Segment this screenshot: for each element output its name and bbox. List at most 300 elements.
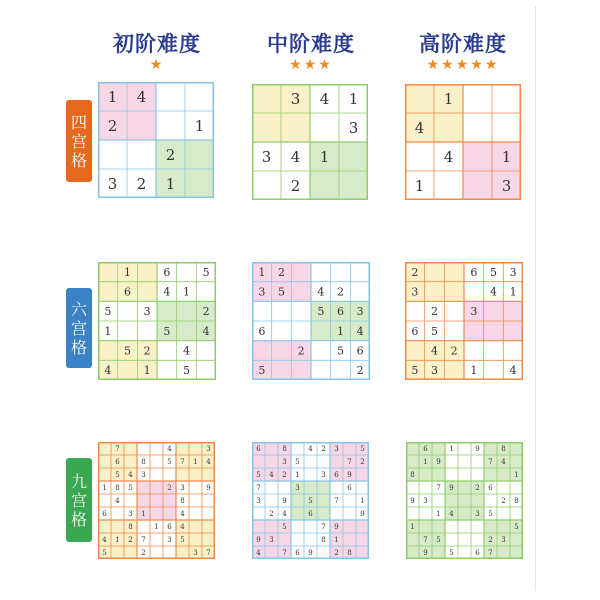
shaded-cell	[406, 455, 419, 468]
shaded-cell	[503, 321, 523, 341]
given-digit: 4	[269, 471, 274, 480]
shaded-cell	[310, 171, 339, 200]
given-digit: 9	[423, 549, 428, 558]
shaded-cell	[150, 494, 163, 507]
given-digit: 5	[183, 364, 190, 378]
shaded-cell	[98, 282, 118, 302]
given-digit: 2	[411, 265, 419, 279]
given-digit: 9	[334, 523, 339, 532]
shaded-cell	[124, 455, 137, 468]
given-digit: 6	[295, 549, 300, 558]
given-digit: 8	[282, 445, 287, 454]
given-digit: 4	[163, 285, 171, 299]
given-digit: 5	[360, 445, 365, 454]
given-digit: 3	[321, 471, 326, 480]
shaded-cell	[189, 442, 202, 455]
given-digit: 6	[423, 445, 428, 454]
shaded-cell	[137, 481, 150, 494]
given-digit: 4	[102, 536, 107, 545]
given-digit: 1	[193, 458, 198, 467]
given-digit: 6	[470, 265, 478, 279]
shaded-cell	[202, 468, 215, 481]
given-digit: 3	[180, 484, 185, 493]
given-digit: 9	[436, 458, 441, 467]
given-digit: 4	[104, 364, 112, 378]
given-digit: 2	[136, 174, 147, 193]
given-digit: 2	[431, 305, 438, 319]
shaded-cell	[484, 468, 497, 481]
shaded-cell	[510, 533, 523, 546]
shaded-cell	[432, 546, 445, 559]
given-digit: 1	[348, 89, 359, 108]
shaded-cell	[252, 113, 281, 142]
shaded-cell	[330, 455, 343, 468]
shaded-cell	[405, 84, 434, 113]
given-digit: 2	[290, 176, 301, 195]
shaded-cell	[98, 341, 118, 361]
given-digit: 3	[501, 176, 512, 195]
given-digit: 3	[411, 285, 419, 299]
shaded-cell	[98, 455, 111, 468]
given-digit: 4	[449, 510, 454, 519]
given-digit: 6	[308, 510, 313, 519]
given-digit: 7	[347, 458, 352, 467]
given-digit: 3	[475, 510, 480, 519]
given-digit: 2	[282, 471, 287, 480]
given-digit: 4	[180, 523, 185, 532]
shaded-cell	[510, 442, 523, 455]
given-digit: 2	[488, 536, 493, 545]
given-digit: 5	[202, 265, 210, 279]
shaded-cell	[177, 321, 197, 341]
shaded-cell	[432, 520, 445, 533]
given-digit: 5	[317, 305, 325, 319]
shaded-cell	[503, 301, 523, 321]
given-digit: 1	[107, 87, 118, 106]
given-digit: 1	[115, 536, 120, 545]
given-digit: 5	[124, 344, 131, 358]
shaded-cell	[434, 113, 463, 142]
given-digit: 1	[104, 324, 112, 338]
given-digit: 5	[436, 536, 441, 545]
shaded-cell	[137, 262, 157, 282]
given-digit: 3	[206, 445, 211, 454]
given-digit: 4	[308, 445, 313, 454]
shaded-cell	[484, 442, 497, 455]
given-digit: 6	[337, 305, 344, 319]
given-digit: 1	[154, 523, 159, 532]
given-digit: 5	[449, 549, 454, 558]
shaded-cell	[304, 481, 317, 494]
shaded-cell	[343, 520, 356, 533]
given-digit: 4	[317, 285, 325, 299]
given-digit: 9	[360, 510, 365, 519]
shaded-cell	[98, 468, 111, 481]
given-digit: 8	[180, 497, 185, 506]
given-digit: 3	[356, 305, 364, 319]
given-digit: 7	[436, 484, 441, 493]
shaded-cell	[343, 442, 356, 455]
shaded-cell	[419, 520, 432, 533]
given-digit: 1	[102, 484, 107, 493]
shaded-cell	[444, 262, 464, 282]
shaded-cell	[272, 360, 292, 380]
puzzle-9x9-advanced	[406, 442, 523, 559]
level-header-beginner	[82, 31, 232, 73]
given-digit: 7	[334, 497, 339, 506]
given-digit: 3	[258, 285, 266, 299]
level-header-intermediate	[236, 31, 386, 73]
given-digit: 3	[334, 445, 339, 454]
shaded-cell	[265, 520, 278, 533]
given-digit: 5	[180, 536, 185, 545]
row-tab-4x4	[66, 100, 92, 182]
given-digit: 6	[124, 285, 131, 299]
puzzle-6x6-advanced	[405, 262, 523, 380]
given-digit: 9	[449, 484, 454, 493]
given-digit: 5	[163, 324, 171, 338]
shaded-cell	[185, 169, 214, 198]
given-digit: 4	[180, 510, 185, 519]
given-digit: 3	[470, 305, 478, 319]
given-digit: 4	[509, 364, 517, 378]
given-digit: 5	[488, 510, 493, 519]
given-digit: 2	[165, 145, 176, 164]
shaded-cell	[463, 171, 492, 200]
given-digit: 5	[514, 523, 519, 532]
given-digit: 7	[282, 549, 287, 558]
given-digit: 7	[423, 536, 428, 545]
shaded-cell	[356, 533, 369, 546]
given-digit: 7	[206, 549, 211, 558]
given-digit: 8	[514, 497, 519, 506]
row-tab-char: 宫	[70, 490, 87, 510]
shaded-cell	[189, 468, 202, 481]
shaded-cell	[432, 442, 445, 455]
given-digit: 8	[128, 523, 133, 532]
shaded-cell	[202, 520, 215, 533]
level-title: 初阶难度	[113, 32, 201, 56]
shaded-cell	[311, 321, 331, 341]
shaded-cell	[445, 494, 458, 507]
given-digit: 3	[290, 89, 301, 108]
given-digit: 9	[206, 484, 211, 493]
level-header-advanced	[388, 31, 538, 73]
row-tab-char: 格	[70, 337, 87, 357]
given-digit: 1	[194, 116, 205, 135]
given-digit: 1	[514, 471, 519, 480]
shaded-cell	[463, 142, 492, 171]
given-digit: 5	[431, 324, 438, 338]
shaded-cell	[510, 546, 523, 559]
given-digit: 9	[475, 445, 480, 454]
given-digit: 8	[501, 445, 506, 454]
shaded-cell	[356, 468, 369, 481]
given-digit: 8	[410, 471, 415, 480]
puzzle-6x6-beginner	[98, 262, 216, 380]
given-digit: 1	[509, 285, 517, 299]
shaded-cell	[484, 520, 497, 533]
given-digit: 3	[348, 118, 359, 137]
given-digit: 6	[258, 324, 266, 338]
shaded-cell	[111, 546, 124, 559]
given-digit: 3	[107, 174, 118, 193]
given-digit: 2	[360, 458, 365, 467]
row-tab-9x9	[66, 458, 92, 542]
given-digit: 4	[414, 118, 425, 137]
shaded-cell	[356, 546, 369, 559]
given-digit: 1	[501, 147, 512, 166]
given-digit: 3	[295, 484, 300, 493]
shaded-cell	[98, 262, 118, 282]
shaded-cell	[444, 360, 464, 380]
shaded-cell	[419, 468, 432, 481]
shaded-cell	[150, 507, 163, 520]
shaded-cell	[432, 468, 445, 481]
given-digit: 2	[143, 344, 151, 358]
shaded-cell	[176, 546, 189, 559]
given-digit: 8	[115, 484, 120, 493]
given-digit: 4	[290, 147, 301, 166]
shaded-cell	[497, 520, 510, 533]
shaded-cell	[177, 301, 197, 321]
given-digit: 3	[269, 536, 274, 545]
given-digit: 5	[308, 497, 313, 506]
shaded-cell	[464, 321, 484, 341]
given-digit: 4	[206, 458, 211, 467]
shaded-cell	[124, 442, 137, 455]
shaded-cell	[163, 507, 176, 520]
given-digit: 3	[423, 497, 428, 506]
shaded-cell	[317, 494, 330, 507]
given-digit: 4	[136, 87, 147, 106]
given-digit: 3	[141, 471, 146, 480]
given-digit: 3	[501, 536, 506, 545]
given-digit: 2	[278, 265, 285, 279]
shaded-cell	[252, 84, 281, 113]
given-digit: 5	[102, 549, 107, 558]
shaded-cell	[98, 520, 111, 533]
shaded-cell	[157, 301, 177, 321]
given-digit: 9	[410, 497, 415, 506]
given-digit: 4	[356, 324, 364, 338]
given-digit: 1	[360, 497, 365, 506]
given-digit: 4	[501, 458, 506, 467]
given-digit: 5	[337, 344, 344, 358]
given-digit: 3	[261, 147, 272, 166]
given-digit: 6	[356, 344, 364, 358]
shaded-cell	[202, 533, 215, 546]
row-tab-char: 九	[70, 471, 87, 491]
given-digit: 7	[488, 549, 493, 558]
given-digit: 6	[167, 523, 172, 532]
given-digit: 5	[282, 523, 287, 532]
puzzle-4x4-advanced	[405, 84, 521, 200]
puzzle-4x4-beginner	[98, 82, 214, 198]
shaded-cell	[458, 507, 471, 520]
sudoku-grid	[252, 442, 369, 559]
given-digit: 2	[334, 549, 339, 558]
given-digit: 6	[488, 484, 493, 493]
given-digit: 1	[410, 523, 415, 532]
given-digit: 1	[258, 265, 266, 279]
shaded-cell	[281, 113, 310, 142]
given-digit: 5	[295, 458, 300, 467]
shaded-cell	[458, 494, 471, 507]
given-digit: 3	[167, 536, 172, 545]
shaded-cell	[127, 111, 156, 140]
given-digit: 8	[347, 549, 352, 558]
shaded-cell	[425, 262, 445, 282]
shaded-cell	[406, 533, 419, 546]
given-digit: 3	[193, 549, 198, 558]
given-digit: 1	[334, 536, 339, 545]
given-digit: 3	[128, 510, 133, 519]
given-digit: 7	[180, 458, 185, 467]
given-digit: 1	[423, 458, 428, 467]
shaded-cell	[406, 442, 419, 455]
given-digit: 1	[436, 510, 441, 519]
shaded-cell	[252, 455, 265, 468]
shaded-cell	[291, 494, 304, 507]
shaded-cell	[163, 494, 176, 507]
given-digit: 3	[143, 305, 151, 319]
given-digit: 3	[509, 265, 517, 279]
given-digit: 3	[282, 458, 287, 467]
shaded-cell	[339, 142, 368, 171]
given-digit: 2	[269, 510, 274, 519]
shaded-cell	[458, 481, 471, 494]
given-digit: 5	[167, 458, 172, 467]
given-digit: 2	[356, 364, 364, 378]
given-digit: 5	[490, 265, 497, 279]
puzzle-6x6-intermediate	[252, 262, 370, 380]
shaded-cell	[291, 282, 311, 302]
given-digit: 1	[141, 510, 146, 519]
given-digit: 2	[337, 285, 344, 299]
given-digit: 4	[490, 285, 497, 299]
shaded-cell	[484, 321, 504, 341]
given-digit: 3	[256, 497, 261, 506]
given-digit: 4	[256, 549, 261, 558]
sudoku-grid	[406, 442, 523, 559]
given-digit: 4	[128, 471, 133, 480]
shaded-cell	[252, 520, 265, 533]
shaded-cell	[317, 507, 330, 520]
shaded-cell	[265, 455, 278, 468]
star-rating-icon: ★★★★★	[426, 57, 500, 73]
given-digit: 5	[104, 305, 112, 319]
given-digit: 1	[337, 324, 344, 338]
given-digit: 1	[165, 174, 176, 193]
given-digit: 9	[282, 497, 287, 506]
given-digit: 2	[141, 549, 146, 558]
shaded-cell	[510, 455, 523, 468]
given-digit: 6	[334, 471, 339, 480]
given-digit: 2	[128, 536, 133, 545]
puzzle-9x9-beginner	[98, 442, 215, 559]
given-digit: 6	[256, 445, 261, 454]
given-digit: 1	[124, 265, 131, 279]
sudoku-grid	[252, 262, 370, 380]
row-tab-char: 格	[70, 150, 87, 170]
shaded-cell	[252, 341, 272, 361]
given-digit: 2	[475, 484, 480, 493]
given-digit: 4	[319, 89, 330, 108]
shaded-cell	[356, 520, 369, 533]
given-digit: 5	[115, 471, 120, 480]
given-digit: 1	[319, 147, 330, 166]
shaded-cell	[150, 481, 163, 494]
given-digit: 6	[115, 458, 120, 467]
shaded-cell	[291, 262, 311, 282]
shaded-cell	[111, 520, 124, 533]
puzzle-4x4-intermediate	[252, 84, 368, 200]
given-digit: 7	[256, 484, 261, 493]
shaded-cell	[471, 494, 484, 507]
shaded-cell	[497, 546, 510, 559]
given-digit: 1	[414, 176, 425, 195]
star-rating-icon: ★★★	[289, 57, 333, 73]
shaded-cell	[185, 140, 214, 169]
given-digit: 9	[308, 549, 313, 558]
shaded-cell	[291, 360, 311, 380]
given-digit: 6	[411, 324, 419, 338]
given-digit: 1	[183, 285, 190, 299]
given-digit: 2	[107, 116, 118, 135]
given-digit: 5	[278, 285, 285, 299]
shaded-cell	[484, 301, 504, 321]
given-digit: 2	[321, 445, 326, 454]
sudoku-grid	[405, 84, 521, 200]
shaded-cell	[176, 468, 189, 481]
shaded-cell	[137, 282, 157, 302]
shaded-cell	[291, 507, 304, 520]
shaded-cell	[317, 481, 330, 494]
given-digit: 1	[449, 445, 454, 454]
shaded-cell	[118, 360, 138, 380]
row-tab-char: 四	[70, 112, 87, 132]
shaded-cell	[265, 546, 278, 559]
given-digit: 4	[167, 445, 172, 454]
given-digit: 7	[321, 523, 326, 532]
shaded-cell	[444, 282, 464, 302]
given-digit: 7	[115, 445, 120, 454]
given-digit: 2	[202, 305, 210, 319]
given-digit: 7	[141, 536, 146, 545]
given-digit: 8	[321, 536, 326, 545]
row-tab-char: 格	[70, 509, 87, 529]
row-tab-char: 六	[70, 299, 87, 319]
shaded-cell	[189, 533, 202, 546]
given-digit: 5	[258, 364, 266, 378]
puzzle-9x9-intermediate	[252, 442, 369, 559]
given-digit: 4	[431, 344, 438, 358]
given-digit: 6	[475, 549, 480, 558]
given-digit: 1	[143, 364, 151, 378]
shaded-cell	[278, 533, 291, 546]
sudoku-grid	[405, 262, 523, 380]
shaded-cell	[425, 282, 445, 302]
sudoku-grid	[98, 442, 215, 559]
shaded-cell	[137, 494, 150, 507]
level-title: 高阶难度	[419, 32, 507, 56]
shaded-cell	[339, 171, 368, 200]
shaded-cell	[497, 468, 510, 481]
given-digit: 4	[183, 344, 190, 358]
given-digit: 9	[347, 471, 352, 480]
given-digit: 6	[163, 265, 171, 279]
